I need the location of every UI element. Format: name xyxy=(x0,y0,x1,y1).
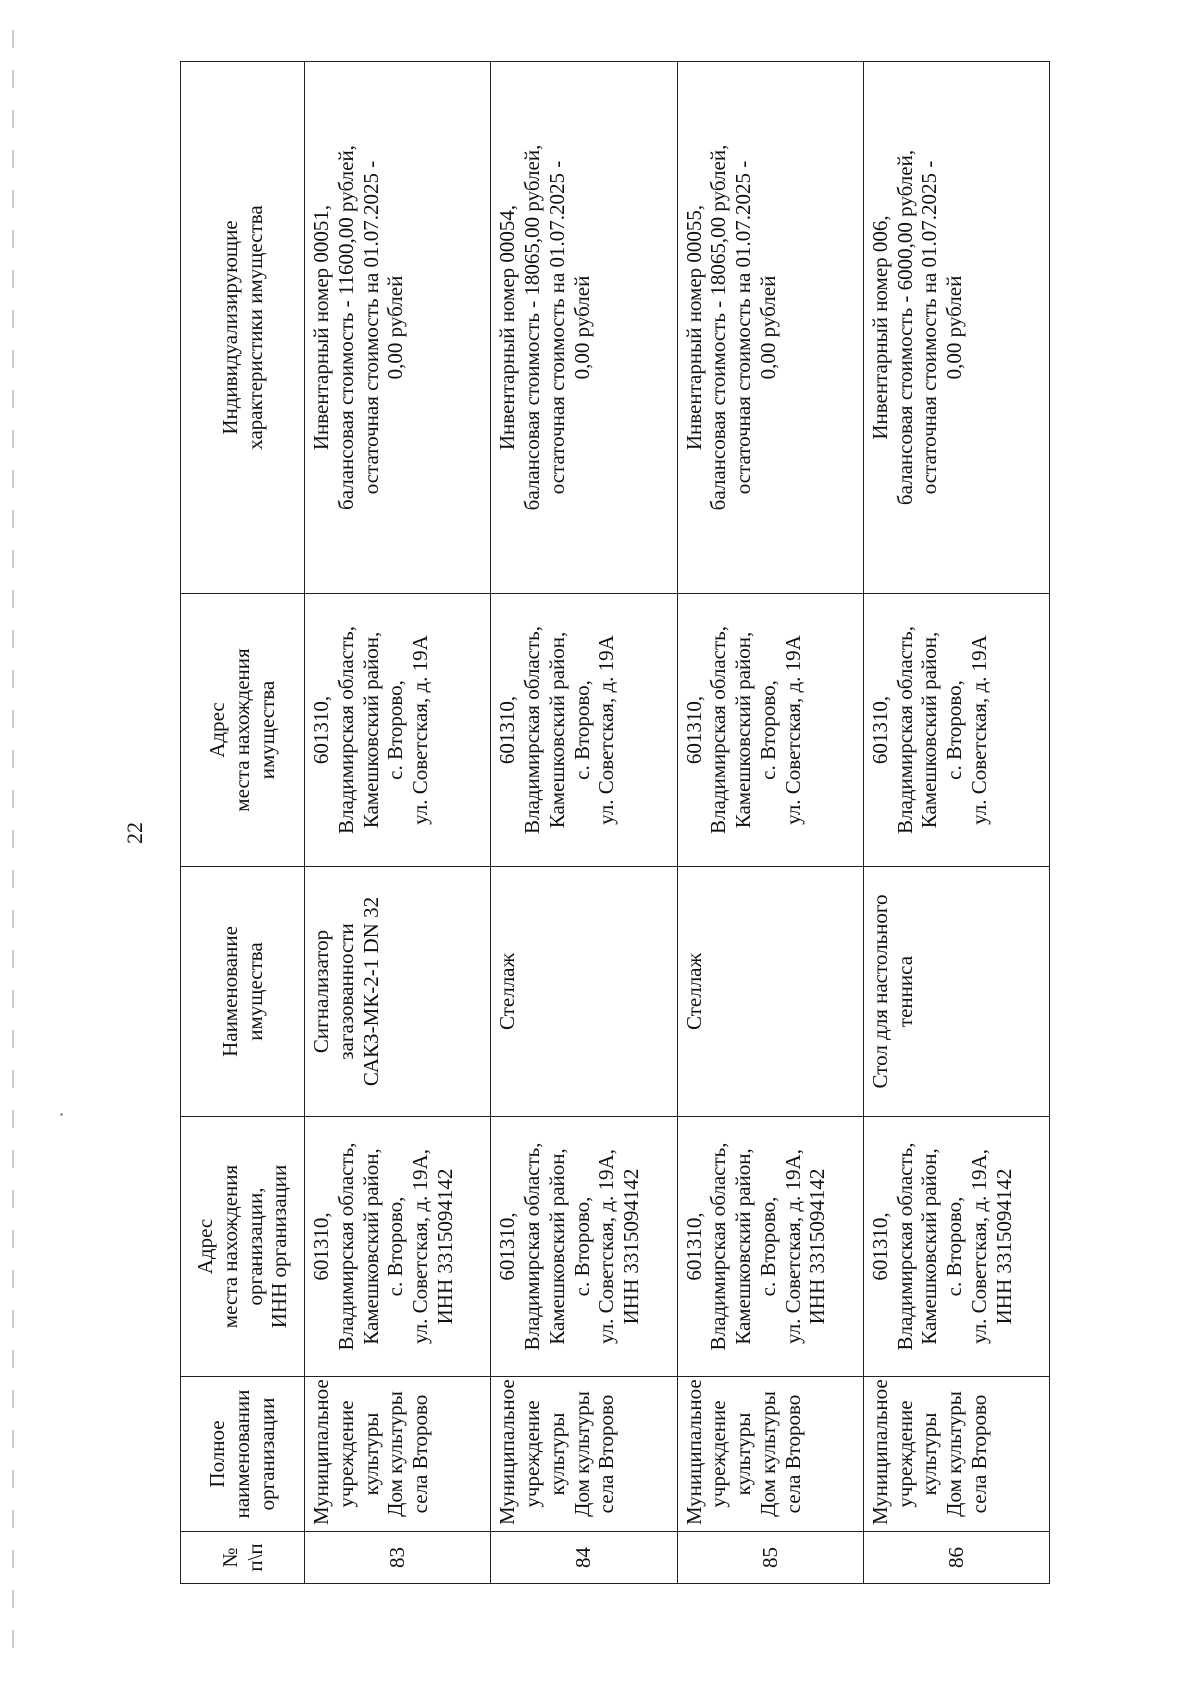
organization-address: 601310, Владимирская область, Камешковский район, с. Второво, ул. Советская, д. 19А, ИНН 3315094142 xyxy=(305,1117,491,1377)
row-number: 84 xyxy=(491,1532,677,1584)
property-table xyxy=(180,61,1050,1584)
header-organization-address: Адрес места нахождения организации, ИНН организации xyxy=(181,1117,305,1377)
header-property-details: Индивидуализирующие характеристики имущества xyxy=(181,62,305,594)
property-name: Стеллаж xyxy=(677,867,863,1117)
header-number: № п\п xyxy=(181,1532,305,1584)
row-number: 83 xyxy=(305,1532,491,1584)
table-row xyxy=(677,62,863,1584)
page-number: 22 xyxy=(122,822,147,844)
header-organization-name: Полное наименовании организации xyxy=(181,1377,305,1532)
organization-address: 601310, Владимирская область, Камешковский район, с. Второво, ул. Советская, д. 19А, ИНН 3315094142 xyxy=(491,1117,677,1377)
table-header-row xyxy=(181,62,305,1584)
property-address: 601310, Владимирская область, Камешковский район, с. Второво, ул. Советская, д. 19А xyxy=(863,594,1049,867)
organization-name: Муниципальное учреждение культуры Дом культуры села Второво xyxy=(491,1377,677,1532)
property-details: Инвентарный номер 00054, балансовая стоимость - 18065,00 рублей, остаточная стоимость на 01.07.2025 - 0,00 рублей xyxy=(491,62,677,594)
header-property-name: Наименование имущества xyxy=(181,867,305,1117)
table-row xyxy=(863,62,1049,1584)
property-name: Стеллаж xyxy=(491,867,677,1117)
organization-name: Муниципальное учреждение культуры Дом культуры села Второво xyxy=(305,1377,491,1532)
property-details: Инвентарный номер 006, балансовая стоимость - 6000,00 рублей, остаточная стоимость на 01.07.2025 - 0,00 рублей xyxy=(863,62,1049,594)
property-details: Инвентарный номер 00055, балансовая стоимость - 18065,00 рублей, остаточная стоимость на 01.07.2025 - 0,00 рублей xyxy=(677,62,863,594)
row-number: 86 xyxy=(863,1532,1049,1584)
property-address: 601310, Владимирская область, Камешковский район, с. Второво, ул. Советская, д. 19А xyxy=(491,594,677,867)
table-row xyxy=(491,62,677,1584)
scan-edge-line xyxy=(12,30,14,1670)
header-property-address: Адрес места нахождения имущества xyxy=(181,594,305,867)
organization-name: Муниципальное учреждение культуры Дом культуры села Второво xyxy=(863,1377,1049,1532)
property-table-frame xyxy=(180,62,1050,1584)
scan-speck xyxy=(60,1113,63,1116)
organization-name: Муниципальное учреждение культуры Дом культуры села Второво xyxy=(677,1377,863,1532)
organization-address: 601310, Владимирская область, Камешковский район, с. Второво, ул. Советская, д. 19А, ИНН 3315094142 xyxy=(677,1117,863,1377)
table-row xyxy=(305,62,491,1584)
organization-address: 601310, Владимирская область, Камешковский район, с. Второво, ул. Советская, д. 19А, ИНН 3315094142 xyxy=(863,1117,1049,1377)
property-address: 601310, Владимирская область, Камешковский район, с. Второво, ул. Советская, д. 19А xyxy=(677,594,863,867)
property-name: Сигнализатор загазованности САКЗ-МК-2-1 DN 32 xyxy=(305,867,491,1117)
property-details: Инвентарный номер 00051, балансовая стоимость - 11600,00 рублей, остаточная стоимость на 01.07.2025 - 0,00 рублей xyxy=(305,62,491,594)
property-name: Стол для настольного тенниса xyxy=(863,867,1049,1117)
row-number: 85 xyxy=(677,1532,863,1584)
property-address: 601310, Владимирская область, Камешковский район, с. Второво, ул. Советская, д. 19А xyxy=(305,594,491,867)
